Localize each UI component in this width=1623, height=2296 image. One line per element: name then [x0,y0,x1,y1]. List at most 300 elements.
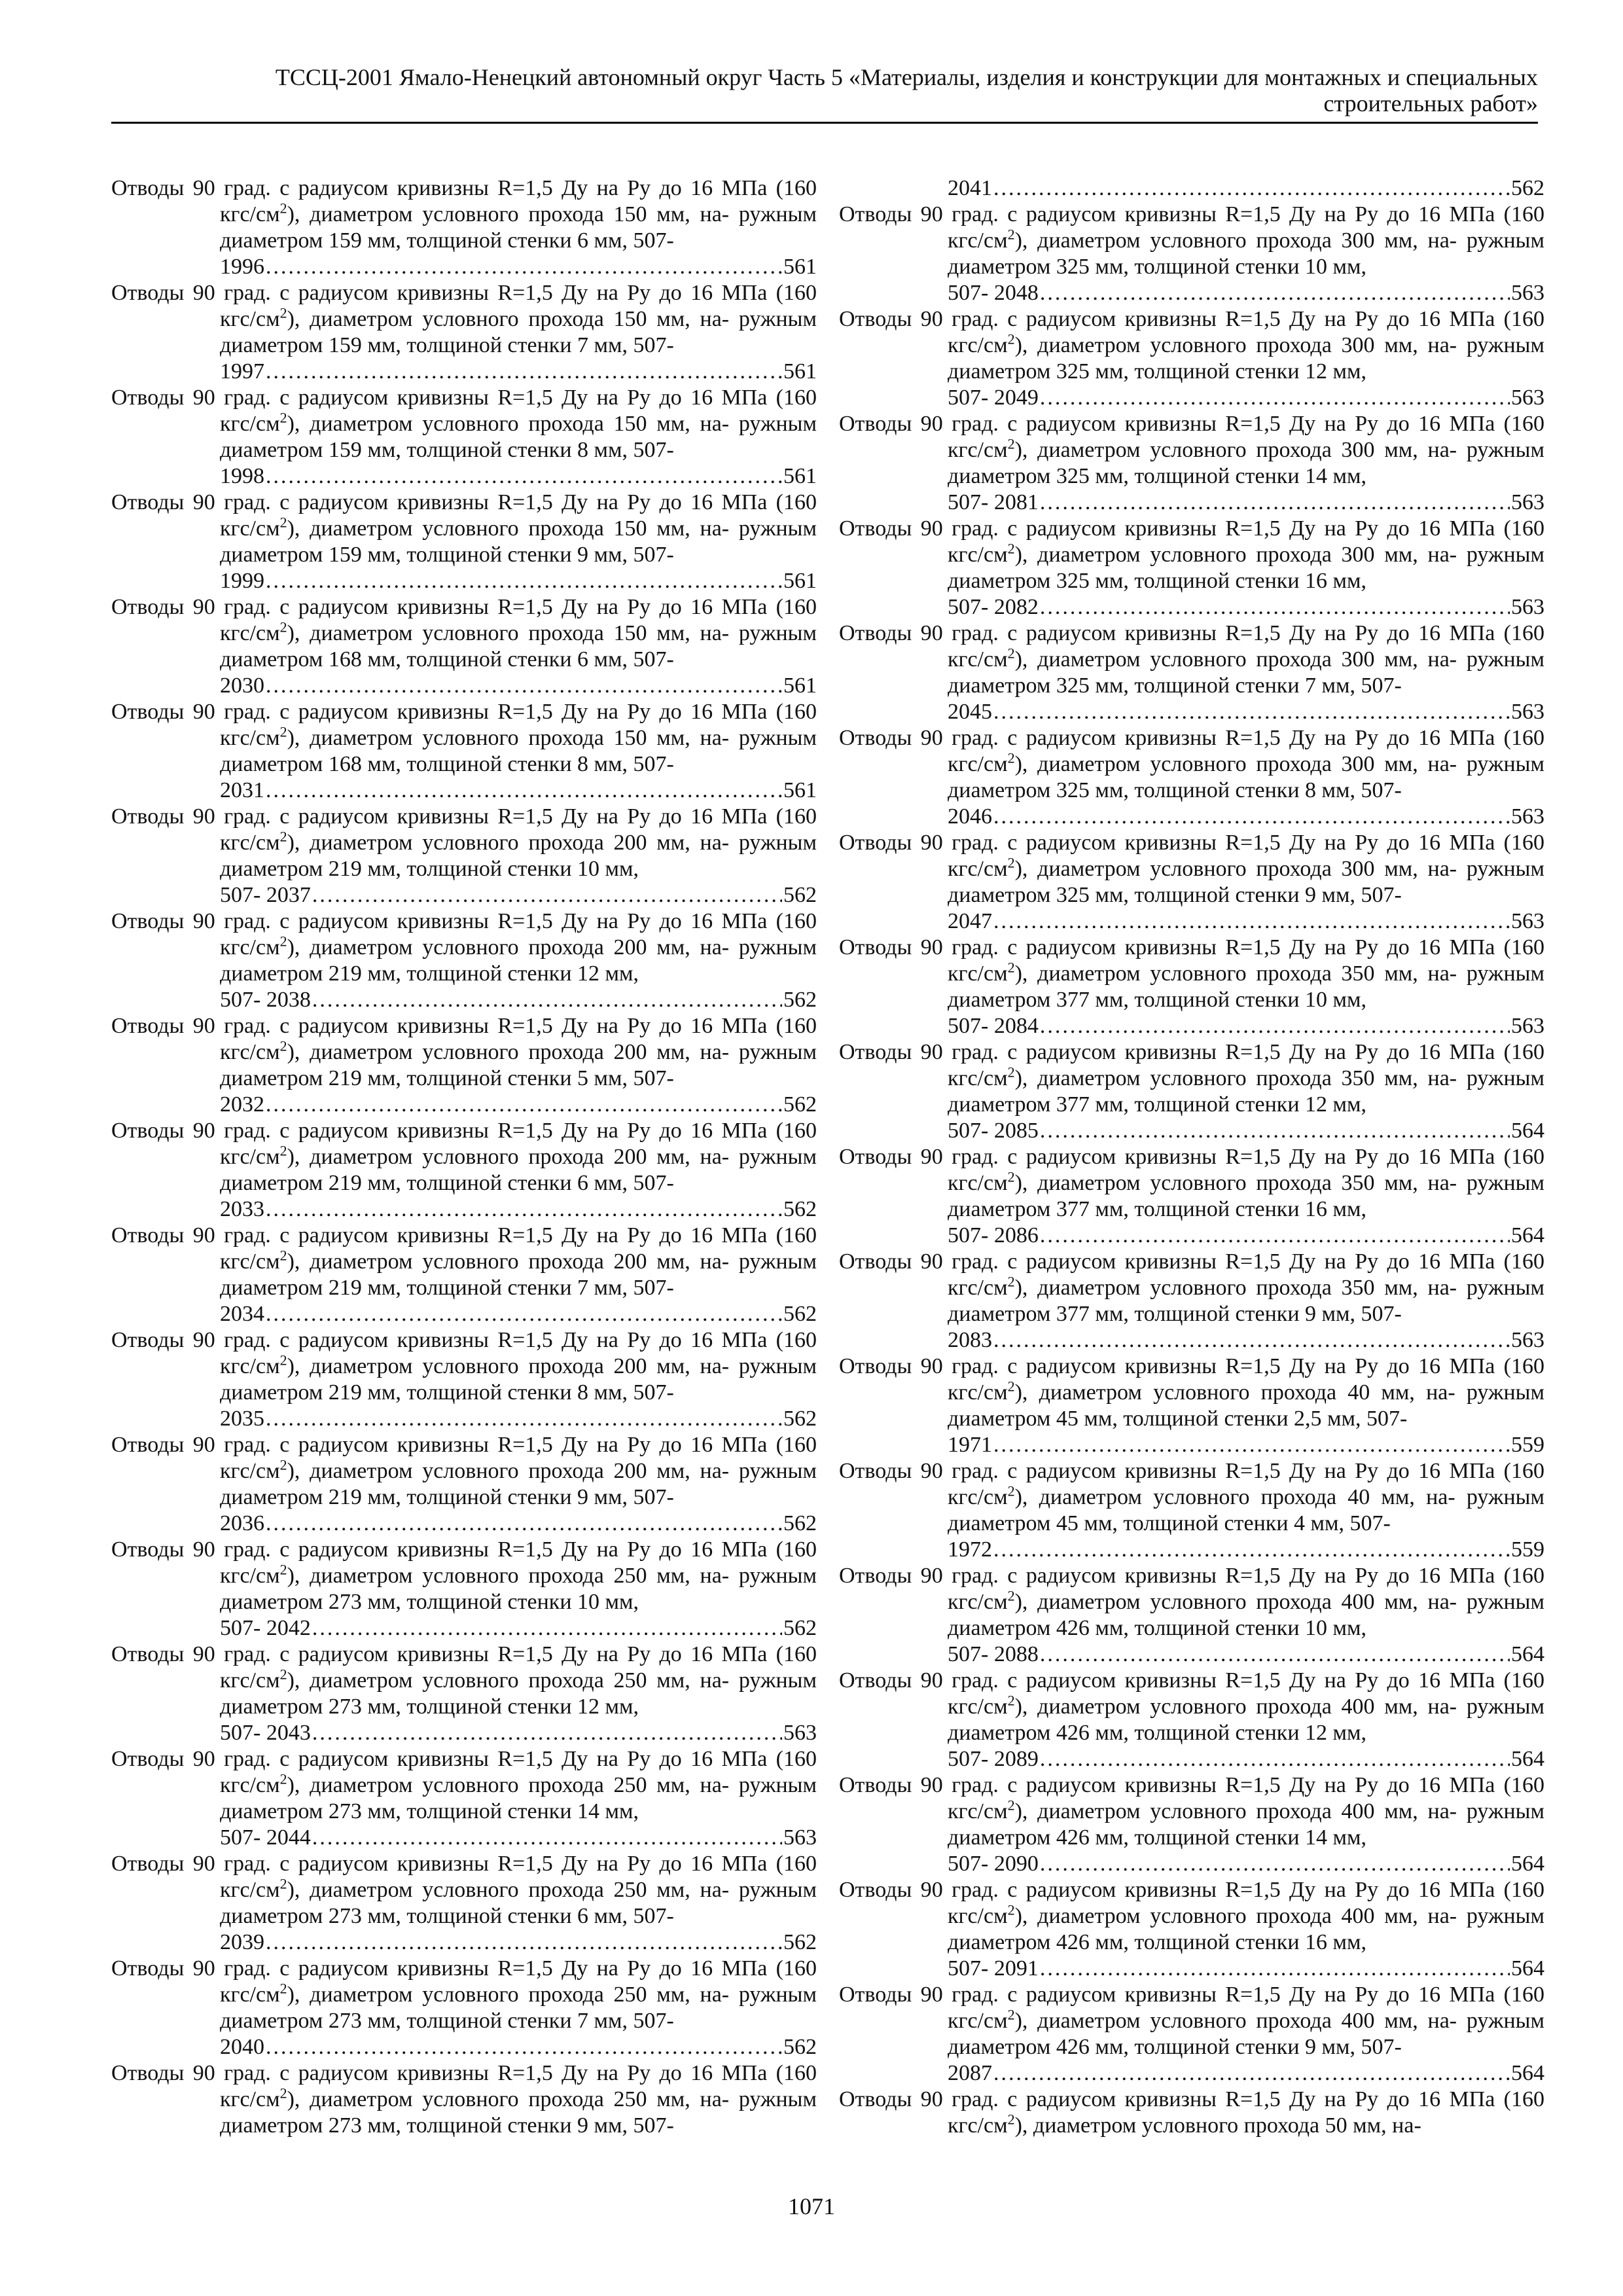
entry-reference-line [220,778,817,804]
entry-code: 1998 [220,464,264,488]
entry-reference-line [220,1929,817,1956]
entry-unit-superscript: 2 [1007,331,1015,348]
entry-nominal-diameter: 200 мм, на- [613,831,730,855]
entry-pressure: (160 кгс/см [948,2087,1544,2138]
index-entry [839,935,1544,1039]
leader-dots [266,359,782,385]
entry-code: 507- 2088 [948,1642,1039,1666]
right-column [839,175,1544,2139]
entry-pressure: (160 кгс/см [948,516,1544,567]
entry-nominal-diameter: 300 мм, на- [1341,438,1457,462]
entry-unit-superscript: 2 [1007,1692,1015,1709]
entry-reference-line [220,1511,817,1537]
entry-nominal-diameter: 300 мм, на- [1341,647,1457,672]
index-entry [839,1982,1544,2087]
entry-pressure-close: ), диаметром условного прохода [1014,438,1342,462]
entry-reference-line [948,175,1544,202]
leader-dots [1040,1013,1510,1039]
index-entry [111,1641,817,1746]
entry-text [111,804,817,881]
entry-outer-diameter: ружным диаметром 377 мм, толщиной стенки 10 мм, [948,961,1545,1012]
entry-nominal-diameter: 300 мм, на- [1341,333,1457,357]
entry-unit-superscript: 2 [279,304,287,321]
entry-text [111,1956,817,2033]
entry-outer-diameter: ружным диаметром 168 мм, толщиной стенки 8 мм, 507- [220,726,817,776]
index-entry [839,1249,1544,1354]
entry-unit-superscript: 2 [279,933,287,950]
leader-dots [993,2060,1510,2087]
index-entry [839,1144,1544,1249]
entry-pressure-close: ), диаметром условного прохода [287,726,614,750]
entry-page-ref: 563 [1511,700,1544,724]
index-entry [839,175,1544,202]
entry-unit-superscript: 2 [1007,854,1015,871]
entry-title: Отводы 90 град. с радиусом кривизны R=1,5 Ду на Ру до 16 МПа [839,307,1495,331]
entry-unit-superscript: 2 [1007,435,1015,452]
entry-outer-diameter: ружным диаметром 377 мм, толщиной стенки 9 мм, 507- [948,1276,1545,1326]
entry-outer-diameter: ружным диаметром 219 мм, толщиной стенки 10 мм, [220,831,817,881]
entry-text [839,935,1544,1012]
entry-title: Отводы 90 град. с радиусом кривизны R=1,5 Ду на Ру до 16 МПа [839,1564,1495,1588]
index-entry [111,1746,817,1851]
entry-pressure: (160 кгс/см [220,1014,817,1064]
entry-pressure-close: ), диаметром условного прохода [1014,857,1342,881]
entry-pressure-close: ), диаметром условного прохода [1014,961,1342,986]
entry-reference-line [948,2060,1544,2087]
entry-reference-line [948,908,1544,935]
entry-text [111,1433,817,1509]
index-entry [839,1877,1544,1982]
index-entry [111,1956,817,2060]
entry-page-ref: 562 [783,1092,817,1117]
entry-nominal-diameter: 400 мм, на- [1341,1590,1457,1614]
entry-page-ref: 564 [1511,1747,1544,1771]
leader-dots [993,699,1510,725]
entry-title: Отводы 90 град. с радиусом кривизны R=1,5 Ду на Ру до 16 МПа [839,1354,1495,1378]
entry-title: Отводы 90 град. с радиусом кривизны R=1,5 Ду на Ру до 16 МПа [839,1040,1495,1064]
entry-pressure-close: ), диаметром условного прохода [1014,1171,1342,1195]
leader-dots [312,882,782,908]
entry-pressure: (160 кгс/см [220,490,817,541]
entry-page-ref: 563 [1511,1014,1544,1038]
entry-code: 507- 2090 [948,1852,1039,1876]
entry-outer-diameter: ружным диаметром 273 мм, толщиной стенки 14 мм, [220,1773,817,1823]
entry-outer-diameter: ружным диаметром 325 мм, толщиной стенки 10 мм, [948,228,1545,279]
entry-code: 507- 2082 [948,595,1039,619]
entry-title: Отводы 90 град. с радиусом кривизны R=1,5 Ду на Ру до 16 МПа [111,1119,768,1143]
entry-reference-line [220,1301,817,1327]
entry-unit-superscript: 2 [279,2085,287,2102]
entry-reference-line [948,1851,1544,1877]
entry-page-ref: 563 [1511,386,1544,410]
entry-pressure: (160 кгс/см [220,1433,817,1483]
index-entry [111,1327,817,1432]
entry-text [839,726,1544,802]
entry-reference-line [948,1327,1544,1354]
entry-code: 2087 [948,2061,992,2085]
entry-title: Отводы 90 град. с радиусом кривизны R=1,5 Ду на Ру до 16 МПа [839,2087,1495,2111]
entry-page-ref: 563 [1511,595,1544,619]
entry-pressure: (160 кгс/см [220,1956,817,2007]
entry-pressure: (160 кгс/см [220,1642,817,1693]
index-entry [839,1772,1544,1877]
entry-pressure: (160 кгс/см [220,1852,817,1902]
index-entry [839,306,1544,411]
leader-dots [993,908,1510,935]
entry-outer-diameter: ружным диаметром 219 мм, толщиной стенки 9 мм, 507- [220,1459,817,1509]
entry-title: Отводы 90 град. с радиусом кривизны R=1,5 Ду на Ру до 16 МПа [839,1249,1495,1274]
entry-outer-diameter: ружным диаметром 45 мм, толщиной стенки 2,5 мм, 507- [948,1380,1545,1431]
entry-text [111,700,817,776]
entry-nominal-diameter: 40 мм, на- [1347,1380,1455,1405]
entry-reference-line [948,490,1544,516]
entry-page-ref: 562 [783,988,817,1012]
entry-outer-diameter: ружным диаметром 426 мм, толщиной стенки 16 мм, [948,1904,1545,1954]
entry-nominal-diameter: 350 мм, на- [1341,1171,1457,1195]
entry-nominal-diameter: 200 мм, на- [613,1459,730,1483]
entry-text [839,831,1544,907]
leader-dots [266,778,782,804]
index-entry [839,1354,1544,1458]
entry-outer-diameter: ружным диаметром 273 мм, толщиной стенки 7 мм, 507- [220,1982,817,2033]
entry-pressure: (160 кгс/см [948,1459,1544,1509]
leader-dots [1040,1223,1510,1249]
entry-title: Отводы 90 град. с радиусом кривизны R=1,5 Ду на Ру до 16 МПа [839,1982,1495,2007]
entry-unit-superscript: 2 [1007,1064,1015,1081]
entry-unit-superscript: 2 [1007,1378,1015,1395]
entry-nominal-diameter: 50 мм, на- [1325,2113,1421,2138]
index-entry [111,1537,817,1641]
entry-nominal-diameter: 200 мм, на- [613,1145,730,1169]
leader-dots [1040,1746,1510,1772]
entry-code: 1971 [948,1433,992,1457]
entry-reference-line [220,463,817,490]
entry-outer-diameter: ружным диаметром 159 мм, толщиной стенки 9 мм, 507- [220,516,817,567]
index-entry [111,280,817,385]
entry-pressure-close: ), диаметром условного прохода [287,1459,614,1483]
index-entry [111,1851,817,1956]
index-entry [839,1458,1544,1563]
entry-pressure: (160 кгс/см [948,1145,1544,1195]
entry-page-ref: 561 [783,255,817,279]
entry-pressure: (160 кгс/см [948,202,1544,253]
entry-unit-superscript: 2 [279,1352,287,1369]
entry-outer-diameter: ружным диаметром 219 мм, толщиной стенки 12 мм, [220,935,817,986]
entry-pressure-close: ), диаметром условного прохода [287,621,614,645]
entry-reference-line [220,359,817,385]
entry-code: 2083 [948,1328,992,1352]
entry-reference-line [948,699,1544,725]
entry-text [839,1459,1544,1535]
entry-title: Отводы 90 град. с радиусом кривизны R=1,5 Ду на Ру до 16 МПа [111,595,768,619]
leader-dots [993,1537,1510,1563]
entry-reference-line [220,1825,817,1851]
entry-outer-diameter: ружным диаметром 273 мм, толщиной стенки 12 мм, [220,1668,817,1719]
entry-nominal-diameter: 400 мм, на- [1341,1904,1457,1928]
entry-unit-superscript: 2 [279,1666,287,1683]
index-entry [839,411,1544,516]
entry-pressure: (160 кгс/см [220,1328,817,1378]
entry-unit-superscript: 2 [279,200,287,217]
entry-code: 2031 [220,778,264,802]
index-entry [839,516,1544,620]
entry-pressure: (160 кгс/см [220,1223,817,1274]
entry-unit-superscript: 2 [1007,226,1015,243]
entry-code: 507- 2037 [220,883,311,907]
index-entry [839,1039,1544,1144]
entry-unit-superscript: 2 [1007,645,1015,662]
leader-dots [312,1615,782,1641]
entry-page-ref: 563 [1511,804,1544,829]
entry-pressure-close: ), диаметром условного прохода [287,935,614,960]
entry-pressure-close: ), диаметром условного прохода [287,1249,614,1274]
entry-nominal-diameter: 150 мм, на- [613,726,730,750]
leader-dots [266,1511,782,1537]
entry-outer-diameter: ружным диаметром 426 мм, толщиной стенки 12 мм, [948,1695,1545,1745]
entry-page-ref: 564 [1511,1956,1544,1981]
leader-dots [266,1406,782,1432]
entry-unit-superscript: 2 [1007,2006,1015,2023]
entry-nominal-diameter: 200 мм, на- [613,1249,730,1274]
entry-text [839,516,1544,593]
entry-title: Отводы 90 град. с радиусом кривизны R=1,5 Ду на Ру до 16 МПа [839,1459,1495,1483]
leader-dots [993,1327,1510,1354]
entry-nominal-diameter: 300 мм, на- [1341,228,1457,253]
entry-page-ref: 564 [1511,1852,1544,1876]
index-entry [111,1013,817,1118]
entry-outer-diameter: ружным диаметром 426 мм, толщиной стенки 10 мм, [948,1590,1545,1640]
leader-dots [266,2034,782,2060]
entry-title: Отводы 90 град. с радиусом кривизны R=1,5 Ду на Ру до 16 МПа [111,1328,768,1352]
entry-reference-line [948,1223,1544,1249]
entry-reference-line [948,1956,1544,1982]
entry-reference-line [220,1092,817,1118]
entry-pressure: (160 кгс/см [948,1668,1544,1719]
entry-unit-superscript: 2 [1007,1168,1015,1185]
header-line-1: ТССЦ-2001 Ямало-Ненецкий автономный округ Часть 5 «Материалы, изделия и конструкции для монтажных и специальных [275,64,1538,90]
entry-text [111,1223,817,1300]
leader-dots [266,568,782,594]
entry-outer-diameter: ружным диаметром 325 мм, толщиной стенки 16 мм, [948,543,1545,593]
entry-unit-superscript: 2 [1007,749,1015,766]
entry-outer-diameter: ружным диаметром 273 мм, толщиной стенки 10 мм, [220,1564,817,1614]
entry-pressure-close: ), диаметром условного прохода [1014,1485,1348,1509]
index-entry [839,1563,1544,1668]
entry-pressure-close: ), диаметром условного прохода [1014,333,1342,357]
entry-pressure: (160 кгс/см [220,1537,817,1588]
entry-pressure-close: ), диаметром условного прохода [287,831,614,855]
entry-code: 507- 2086 [948,1223,1039,1247]
entry-code: 1999 [220,569,264,593]
entry-title: Отводы 90 град. с радиусом кривизны R=1,5 Ду на Ру до 16 МПа [111,176,768,200]
entry-pressure-close: ), диаметром условного прохода [1014,2113,1325,2138]
entry-reference-line [220,254,817,280]
entry-page-ref: 563 [1511,909,1544,933]
entry-nominal-diameter: 250 мм, на- [613,2087,730,2111]
entry-pressure-close: ), диаметром условного прохода [287,307,614,331]
entry-page-ref: 563 [783,1825,817,1850]
entry-unit-superscript: 2 [1007,1797,1015,1814]
page-header [111,64,1538,124]
entry-pressure: (160 кгс/см [220,804,817,855]
entry-pressure: (160 кгс/см [220,700,817,750]
entry-outer-diameter: ружным диаметром 159 мм, толщиной стенки 6 мм, 507- [220,202,817,253]
entry-title: Отводы 90 град. с радиусом кривизны R=1,5 Ду на Ру до 16 МПа [111,1956,768,1981]
entry-code: 2036 [220,1511,264,1535]
entry-nominal-diameter: 350 мм, на- [1341,1066,1457,1090]
entry-code: 507- 2049 [948,386,1039,410]
entry-text [111,1014,817,1090]
entry-unit-superscript: 2 [279,1875,287,1892]
entry-page-ref: 561 [783,569,817,593]
leader-dots [1040,594,1510,620]
entry-unit-superscript: 2 [279,723,287,740]
entry-pressure-close: ), диаметром условного прохода [1014,1066,1342,1090]
entry-outer-diameter: ружным диаметром 426 мм, толщиной стенки 14 мм, [948,1799,1545,1850]
entry-text [839,1982,1544,2059]
leader-dots [1040,1118,1510,1144]
entry-reference-line [948,385,1544,411]
entry-pressure-close: ), диаметром условного прохода [287,1878,614,1902]
leader-dots [993,1432,1510,1458]
entry-pressure: (160 кгс/см [948,1040,1544,1090]
entry-pressure-close: ), диаметром условного прохода [287,1040,614,1064]
entry-text [839,412,1544,488]
entry-reference-line [948,1746,1544,1772]
index-entry [839,202,1544,306]
page-number: 1071 [788,2193,835,2219]
entry-text [111,1747,817,1823]
entry-text [839,1668,1544,1745]
entry-reference-line [220,1406,817,1432]
leader-dots [993,804,1510,830]
entry-unit-superscript: 2 [279,514,287,531]
entry-pressure-close: ), диаметром условного прохода [1014,1904,1342,1928]
entry-unit-superscript: 2 [1007,1901,1015,1918]
header-line-2: строительных работ» [1323,90,1538,117]
entry-outer-diameter: ружным диаметром 168 мм, толщиной стенки 6 мм, 507- [220,621,817,672]
entry-pressure: (160 кгс/см [220,909,817,960]
entry-code: 507- 2081 [948,490,1039,514]
entry-pressure-close: ), диаметром условного прохода [287,1354,614,1378]
entry-pressure: (160 кгс/см [220,386,817,436]
entry-title: Отводы 90 град. с радиусом кривизны R=1,5 Ду на Ру до 16 МПа [111,804,768,829]
entry-unit-superscript: 2 [279,409,287,426]
entry-code: 2034 [220,1302,264,1326]
entry-reference-line [948,1013,1544,1039]
entry-pressure-close: ), диаметром условного прохода [1014,1276,1342,1300]
leader-dots [312,1720,782,1746]
leader-dots [266,673,782,699]
entry-pressure-close: ), диаметром условного прохода [1014,1590,1342,1614]
entry-code: 2035 [220,1407,264,1431]
entry-pressure: (160 кгс/см [220,1119,817,1169]
entry-unit-superscript: 2 [1007,1273,1015,1290]
entry-code: 507- 2043 [220,1721,311,1745]
entry-title: Отводы 90 град. с радиусом кривизны R=1,5 Ду на Ру до 16 МПа [839,621,1495,645]
leader-dots [312,1825,782,1851]
entry-text [839,202,1544,279]
entry-title: Отводы 90 град. с радиусом кривизны R=1,5 Ду на Ру до 16 МПа [111,1747,768,1771]
leader-dots [993,175,1510,202]
entry-title: Отводы 90 град. с радиусом кривизны R=1,5 Ду на Ру до 16 МПа [839,1878,1495,1902]
entry-text [839,1145,1544,1221]
entry-pressure-close: ), диаметром условного прохода [1014,543,1342,567]
index-entry [111,2060,817,2139]
entry-reference-line [948,1641,1544,1668]
entry-pressure: (160 кгс/см [220,2061,817,2111]
entry-nominal-diameter: 400 мм, на- [1341,2009,1457,2033]
entry-outer-diameter: ружным диаметром 325 мм, толщиной стенки 14 мм, [948,438,1545,488]
entry-page-ref: 561 [783,464,817,488]
entry-outer-diameter: ружным диаметром 325 мм, толщиной стенки 7 мм, 507- [948,647,1545,698]
entry-title: Отводы 90 град. с радиусом кривизны R=1,5 Ду на Ру до 16 МПа [111,281,768,305]
entry-unit-superscript: 2 [1007,540,1015,557]
entry-code: 2040 [220,2035,264,2059]
entry-code: 1996 [220,255,264,279]
entry-pressure: (160 кгс/см [948,1773,1544,1823]
entry-text [111,1537,817,1614]
entry-unit-superscript: 2 [1007,1482,1015,1499]
entry-text [839,1249,1544,1326]
entry-pressure-close: ), диаметром условного прохода [287,202,614,226]
entry-page-ref: 562 [783,883,817,907]
entry-unit-superscript: 2 [279,1980,287,1997]
entry-code: 507- 2089 [948,1747,1039,1771]
entry-title: Отводы 90 град. с радиусом кривизны R=1,5 Ду на Ру до 16 МПа [839,412,1495,436]
entry-unit-superscript: 2 [1007,1587,1015,1604]
entry-pressure: (160 кгс/см [948,1249,1544,1300]
entry-code: 507- 2038 [220,988,311,1012]
entry-pressure: (160 кгс/см [220,595,817,645]
entry-nominal-diameter: 150 мм, на- [613,621,730,645]
entry-pressure-close: ), диаметром условного прохода [287,1145,614,1169]
entry-nominal-diameter: 250 мм, на- [613,1668,730,1693]
index-entry [839,830,1544,935]
entry-unit-superscript: 2 [279,1142,287,1159]
entry-code: 2032 [220,1092,264,1117]
index-entry [111,385,817,490]
entry-title: Отводы 90 град. с радиусом кривизны R=1,5 Ду на Ру до 16 МПа [111,2061,768,2085]
entry-code: 507- 2084 [948,1014,1039,1038]
entry-reference-line [220,673,817,699]
entry-text [839,621,1544,698]
entry-pressure-close: ), диаметром условного прохода [287,1564,614,1588]
entry-reference-line [220,2034,817,2060]
entry-page-ref: 562 [783,2035,817,2059]
entry-page-ref: 562 [783,1302,817,1326]
leader-dots [266,463,782,490]
entry-title: Отводы 90 град. с радиусом кривизны R=1,5 Ду на Ру до 16 МПа [111,1433,768,1457]
index-entry [839,620,1544,725]
entry-page-ref: 562 [783,1930,817,1954]
entry-outer-diameter: ружным диаметром 377 мм, толщиной стенки 16 мм, [948,1171,1545,1221]
entry-pressure-close: ), диаметром условного прохода [1014,2009,1342,2033]
entry-nominal-diameter: 250 мм, на- [613,1982,730,2007]
index-entry [111,490,817,594]
entry-reference-line [948,804,1544,830]
entry-reference-line [220,1196,817,1223]
index-entry [111,1223,817,1327]
index-entry [111,175,817,280]
leader-dots [312,987,782,1013]
entry-page-ref: 562 [783,1616,817,1640]
leader-dots [266,1929,782,1956]
entry-pressure-close: ), диаметром условного прохода [287,516,614,541]
leader-dots [266,254,782,280]
entry-code: 2033 [220,1197,264,1221]
entry-page-ref: 559 [1511,1537,1544,1562]
